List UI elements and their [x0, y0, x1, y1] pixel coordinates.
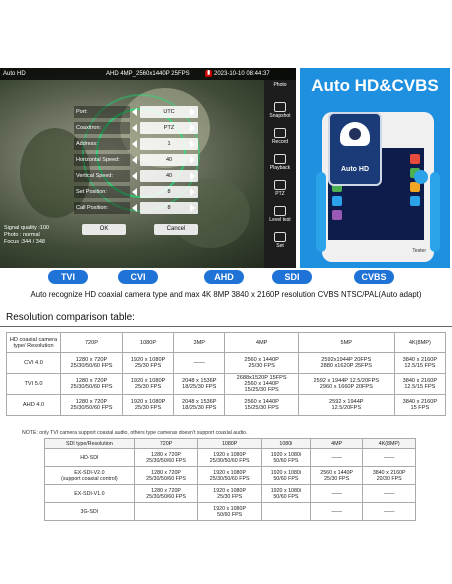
- table-row: [7, 395, 446, 416]
- header-cell: 720P: [61, 333, 123, 353]
- badge-tvi: TVI: [48, 270, 88, 284]
- header-cell: 1080P: [122, 333, 173, 353]
- table-cell: 3840 x 2160P 12.5/15 FPS: [394, 374, 445, 395]
- ptz-field-row: [70, 186, 200, 198]
- table-cell: 3840 x 2160P 20/30 FPS: [363, 467, 416, 485]
- device-brand: Tester: [412, 248, 426, 254]
- arrow-right-icon[interactable]: [190, 140, 195, 148]
- table-cell: 1280 x 720P 25/30/50/60 FPS: [61, 395, 123, 416]
- menu-item-playback[interactable]: [264, 154, 296, 171]
- header-cell: 1080P: [198, 439, 262, 449]
- ptz-field-row: [70, 154, 200, 166]
- app-tile: [332, 196, 342, 206]
- table-cell: 2592 x 1944P 12.5/20FPS: [298, 395, 394, 416]
- ptz-field-value[interactable]: PTZ: [140, 122, 198, 134]
- table-cell: 1920 x 1080P 50/60 FPS: [198, 503, 262, 521]
- table-cell: 1920 x 1080P 25/30/50/60 FPS: [198, 449, 262, 467]
- table-cell: ——: [310, 449, 363, 467]
- badge-ahd: AHD: [204, 270, 244, 284]
- arrow-left-icon[interactable]: [132, 124, 137, 132]
- ptz-field-value[interactable]: 1: [140, 138, 198, 150]
- table-row: [45, 449, 416, 467]
- table-cell: 1920 x 1080i 50/60 FPS: [261, 449, 310, 467]
- resolution-table: [6, 332, 446, 416]
- cancel-button[interactable]: Cancel: [154, 224, 198, 235]
- camera-preview-screen: [0, 68, 296, 268]
- table-cell: ——: [310, 503, 363, 521]
- table-cell: 2592x1944P 20FPS 2880 x1620P 25FPS: [298, 353, 394, 374]
- battery-icon: ▮: [207, 70, 211, 76]
- arrow-right-icon[interactable]: [190, 108, 195, 116]
- row-label: TVI 5.0: [7, 374, 61, 395]
- table-cell: ——: [310, 485, 363, 503]
- ptz-field-label: Vertical Speed:: [74, 170, 130, 182]
- table-cell: 1280 x 720P 25/30/50/60 FPS: [61, 374, 123, 395]
- row-label: CVI 4.0: [7, 353, 61, 374]
- table-cell: ——: [363, 503, 416, 521]
- mode-label: Auto HD: [3, 71, 26, 77]
- header-cell: SDI type/Resolution: [45, 439, 135, 449]
- table-cell: 3840 x 2160P 15 FPS: [394, 395, 445, 416]
- menu-item-label: Set: [276, 243, 284, 249]
- ptz-field-label: Coaxitron:: [74, 122, 130, 134]
- menu-item-label: Level test: [269, 217, 291, 223]
- dome-camera-icon: [340, 122, 370, 146]
- header-cell: 4K(8MP): [363, 439, 416, 449]
- signal-info: [4, 225, 49, 246]
- badge-sdi: SDI: [272, 270, 312, 284]
- device-bumper: [430, 172, 440, 252]
- table-cell: 1920 x 1080P 25/30 FPS: [198, 485, 262, 503]
- arrow-right-icon[interactable]: [190, 124, 195, 132]
- table-row: [7, 353, 446, 374]
- arrow-left-icon[interactable]: [132, 172, 137, 180]
- ptz-field-label: Address:: [74, 138, 130, 150]
- table-row: [7, 374, 446, 395]
- menu-item-label: Playback: [269, 165, 291, 171]
- header-cell: HD coaxial camera type/ Resolution: [7, 333, 61, 353]
- promo-panel: [300, 68, 450, 268]
- auto-hd-label: Auto HD: [341, 166, 369, 173]
- ptz-field-label: Call Position:: [74, 202, 130, 214]
- menu-item-ptz[interactable]: [264, 180, 296, 197]
- ok-button[interactable]: OK: [82, 224, 126, 235]
- table-cell: 2048 x 1536P 18/25/30 FPS: [174, 395, 225, 416]
- row-label: 3G-SDI: [45, 503, 135, 521]
- arrow-left-icon[interactable]: [132, 204, 137, 212]
- table-cell: ——: [363, 449, 416, 467]
- device-bumper: [316, 172, 326, 252]
- table-cell: 2048 x 1536P 18/25/30 FPS: [174, 374, 225, 395]
- table-cell: 2560 x 1440P 15/25/30 FPS: [225, 395, 298, 416]
- header-cell: 3MP: [174, 333, 225, 353]
- datetime: [205, 68, 270, 80]
- table-cell: 1920 x 1080i 50/60 FPS: [261, 467, 310, 485]
- ptz-field-value[interactable]: 40: [140, 154, 198, 166]
- table-cell: 1920 x 1080i 50/60 FPS: [261, 485, 310, 503]
- header-cell: 4MP: [225, 333, 298, 353]
- ptz-field-value[interactable]: 40: [140, 170, 198, 182]
- table-cell: 1920 x 1080P 25/30 FPS: [122, 395, 173, 416]
- menu-item-label: Photo: [273, 82, 287, 88]
- table-cell: 2688x1520P 15FPS 2560 x 1440P 15/25/30 FPS: [225, 374, 298, 395]
- table-cell: 2592 x 1944P 12.5/20FPS 2960 x 1660P 20FPS: [298, 374, 394, 395]
- app-tile: [332, 210, 342, 220]
- table-cell: 3840 x 2160P 12.5/15 FPS: [394, 353, 445, 374]
- right-menu: [264, 80, 296, 268]
- tagline: Auto recognize HD coaxial camera type and max 4K 8MP 3840 x 2160P resolution CVBS NTSC/PAL(Auto adapt): [30, 290, 422, 299]
- table-cell: 1280 x 720P 25/30/50/60 FPS: [61, 353, 123, 374]
- arrow-right-icon[interactable]: [190, 204, 195, 212]
- row-label: EX-SDI-V1.0: [45, 485, 135, 503]
- table-cell: [134, 503, 198, 521]
- menu-item-level-test[interactable]: [264, 206, 296, 223]
- menu-item-snapshot[interactable]: [264, 102, 296, 119]
- row-label: EX-SDI-V2.0 (support coaxial control): [45, 467, 135, 485]
- device-knob: [414, 170, 428, 184]
- header-cell: 4K(8MP): [394, 333, 445, 353]
- status-bar: [0, 68, 296, 80]
- app-tile: [410, 154, 420, 164]
- header-cell: 1080i: [261, 439, 310, 449]
- table-cell: 1920 x 1080P 25/30 FPS: [122, 353, 173, 374]
- table-row: [45, 467, 416, 485]
- signal-quality: Signal quality :100: [4, 225, 49, 231]
- arrow-left-icon[interactable]: [132, 156, 137, 164]
- arrow-left-icon[interactable]: [132, 140, 137, 148]
- ptz-field-value[interactable]: 8: [140, 202, 198, 214]
- menu-icon: [274, 206, 286, 216]
- ptz-field-row: [70, 138, 200, 150]
- ptz-field-row: [70, 202, 200, 214]
- arrow-left-icon[interactable]: [132, 108, 137, 116]
- audio-note: NOTE: only TVI camera support coaxial audio, others type cameras doesn’t support coaxial audio.: [22, 430, 248, 436]
- photo-status: Photo : normal: [4, 232, 40, 238]
- menu-item-label: Snapshot: [269, 113, 291, 119]
- ptz-field-row: [70, 170, 200, 182]
- sdi-table: [44, 438, 416, 521]
- ptz-field-value[interactable]: 8: [140, 186, 198, 198]
- table-cell: 2560 x 1440P 25/30 FPS: [225, 353, 298, 374]
- table-cell: 1280 x 720P 25/30/50/60 FPS: [134, 449, 198, 467]
- menu-item-label: Record: [271, 139, 289, 145]
- table-cell: ——: [174, 353, 225, 374]
- header-cell: 720P: [134, 439, 198, 449]
- menu-item-label: PTZ: [275, 191, 285, 197]
- divider: [0, 326, 452, 327]
- ptz-field-label: Port:: [74, 106, 130, 118]
- header-cell: 4MP: [310, 439, 363, 449]
- row-label: AHD 4.0: [7, 395, 61, 416]
- row-label: HD-SDI: [45, 449, 135, 467]
- arrow-right-icon[interactable]: [190, 172, 195, 180]
- menu-item-record[interactable]: [264, 128, 296, 145]
- table-cell: 1920 x 1080P 25/30 FPS: [122, 374, 173, 395]
- arrow-right-icon[interactable]: [190, 188, 195, 196]
- badge-cvbs: CVBS: [354, 270, 394, 284]
- table-row: [45, 503, 416, 521]
- arrow-right-icon[interactable]: [190, 156, 195, 164]
- table-header-row: [7, 333, 446, 353]
- focus-value: Focus :344 / 348: [4, 239, 45, 245]
- arrow-left-icon[interactable]: [132, 188, 137, 196]
- menu-icon: [274, 180, 286, 190]
- promo-title: Auto HD&CVBS: [311, 76, 439, 95]
- header-cell: 5MP: [298, 333, 394, 353]
- menu-item-photo[interactable]: [264, 82, 296, 88]
- datetime-text: 2023-10-10 08:44:37: [213, 71, 270, 77]
- resolution-title: Resolution comparison table:: [6, 312, 135, 323]
- app-tile: [410, 196, 420, 206]
- ptz-field-label: Horizontal Speed:: [74, 154, 130, 166]
- menu-icon: [274, 154, 286, 164]
- ptz-field-value[interactable]: UTC: [140, 106, 198, 118]
- ptz-field-label: Set Position:: [74, 186, 130, 198]
- menu-item-set[interactable]: [264, 232, 296, 249]
- table-cell: 2560 x 1440P 25/30 FPS: [310, 467, 363, 485]
- menu-icon: [274, 232, 286, 242]
- table-row: [45, 485, 416, 503]
- stream-info: AHD 4MP_2560x1440P 25FPS: [106, 71, 190, 77]
- menu-icon: [274, 102, 286, 112]
- ptz-field-row: [70, 122, 200, 134]
- table-cell: [261, 503, 310, 521]
- menu-icon: [274, 128, 286, 138]
- badge-cvi: CVI: [118, 270, 158, 284]
- auto-hd-card: [328, 112, 382, 186]
- ptz-field-row: [70, 106, 200, 118]
- table-header-row: [45, 439, 416, 449]
- table-cell: 1280 x 720P 25/30/50/60 FPS: [134, 467, 198, 485]
- table-cell: 1920 x 1080P 25/30/50/60 FPS: [198, 467, 262, 485]
- signal-type-badges: [0, 270, 452, 286]
- table-cell: ——: [363, 485, 416, 503]
- table-cell: 1280 x 720P 25/30/50/60 FPS: [134, 485, 198, 503]
